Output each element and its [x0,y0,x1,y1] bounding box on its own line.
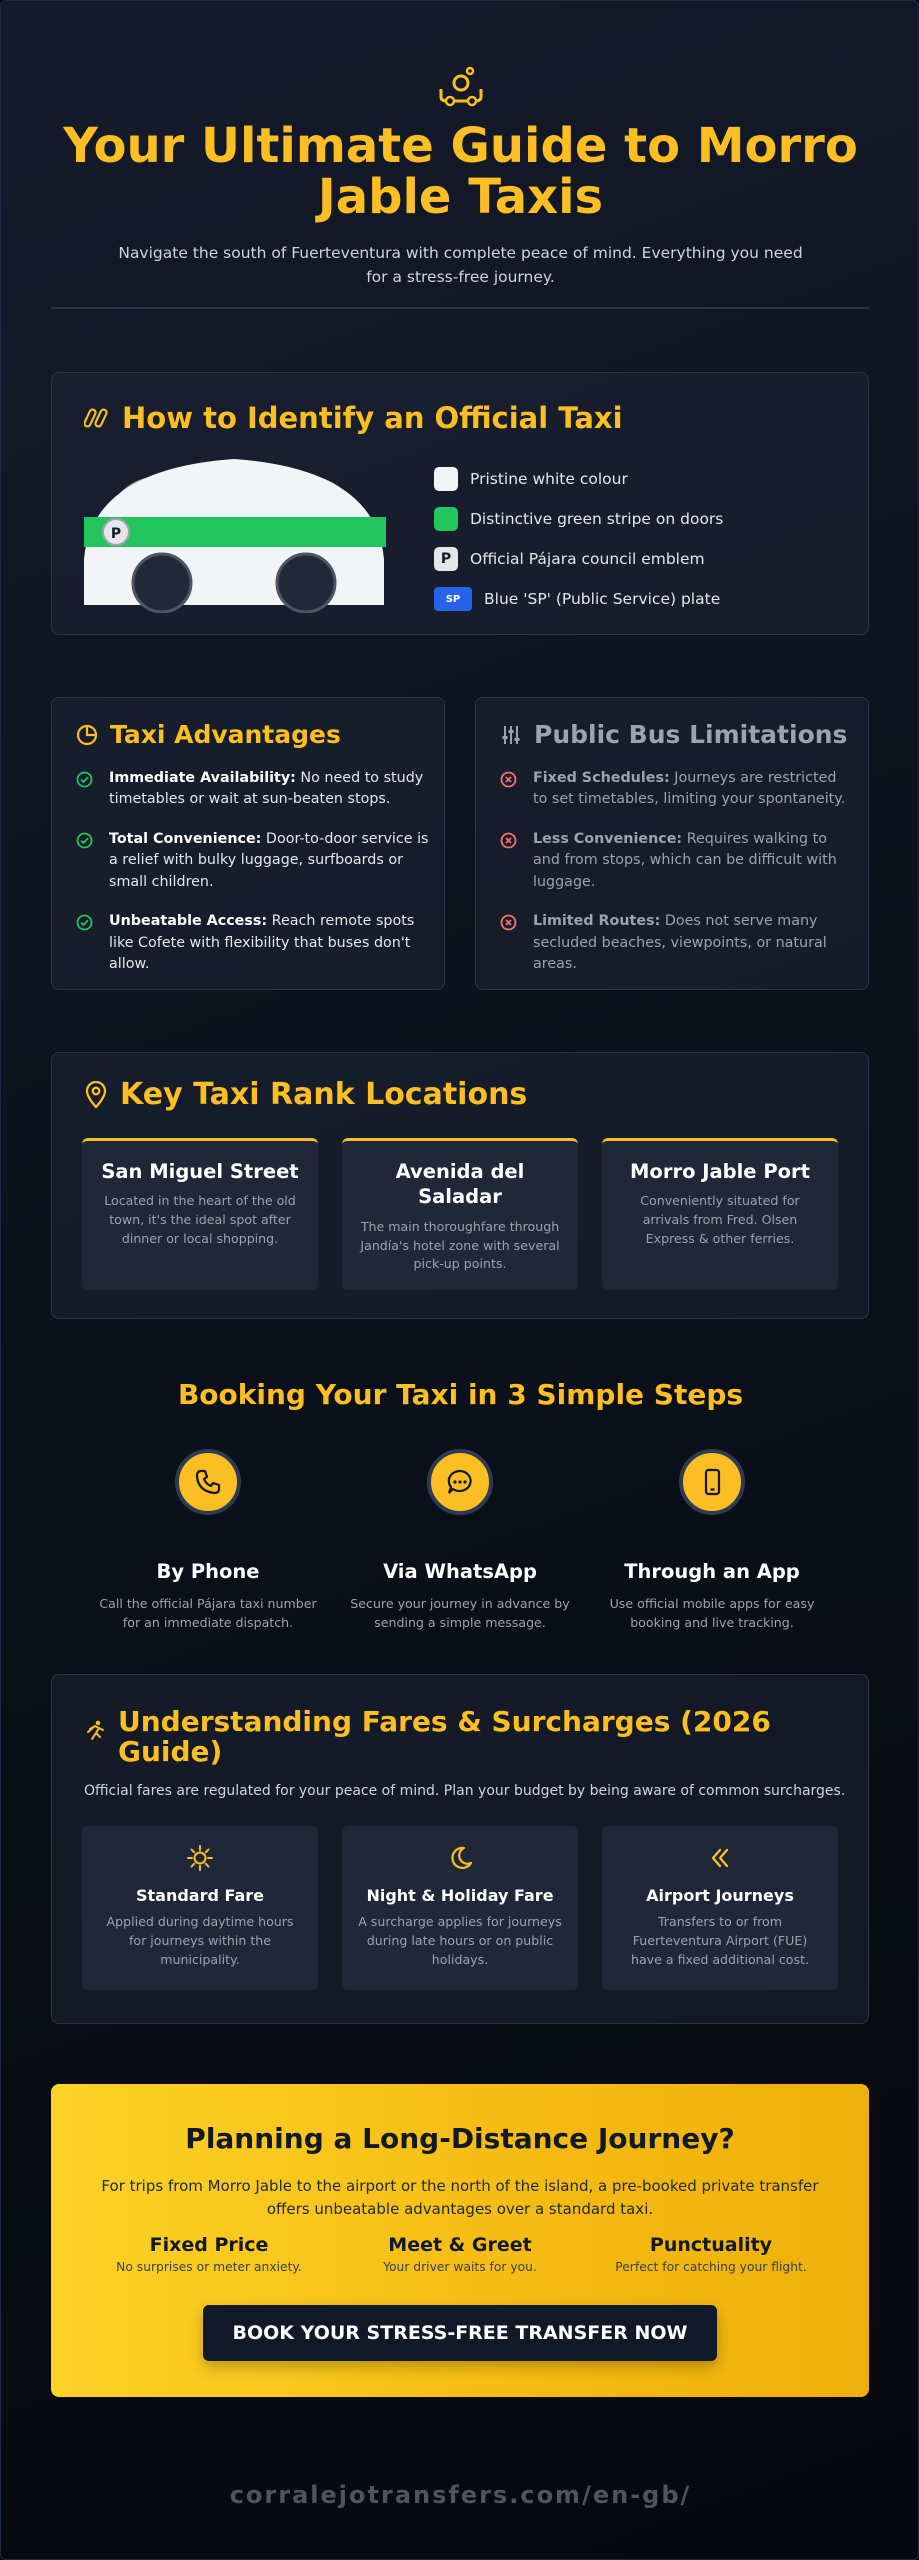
check-circle-icon [76,771,93,788]
booking-step: By Phone Call the official Pájara taxi number for an immediate dispatch. [93,1449,323,1633]
cta-description: For trips from Morro Jable to the airport or the north of the island, a pre-booked private transfer offers unbeatable advantages over a standard taxi. [101,2177,819,2219]
booking-step: Via WhatsApp Secure your journey in advance by sending a simple message. [345,1449,575,1633]
list-item: Limited Routes: Does not serve many secluded beaches, viewpoints, or natural areas. [500,911,854,975]
bus-limitations-list [500,768,854,994]
double-chevron-left-icon [706,1844,734,1872]
taxi-advantages-card [51,697,445,990]
running-person-icon [84,1719,106,1741]
advantages-list [76,768,430,994]
phone-icon [175,1449,241,1515]
fare-type: Standard Fare Applied during daytime hours for journeys within the municipality. [82,1826,318,1990]
feature-item: Distinctive green stripe on doors [434,499,723,539]
map-pin-icon [84,1081,108,1109]
bus-title: Public Bus Limitations [500,720,847,749]
green-swatch [434,507,458,531]
footer-url[interactable]: corralejotransfers.com/en-gb/ [229,2481,692,2509]
sliders-icon [500,724,522,746]
taxi-illustration [82,459,386,613]
divider [51,307,869,309]
cta-perk: Fixed Price No surprises or meter anxiety. [116,2234,302,2274]
booking-step: Through an App Use official mobile apps for easy booking and live tracking. [597,1449,827,1633]
list-item: Fixed Schedules: Journeys are restricted to set timetables, limiting your spontaneity. [500,768,854,811]
booking-title: Booking Your Taxi in 3 Simple Steps [177,1378,744,1411]
x-circle-icon [500,914,517,931]
emblem-badge: P [434,547,458,571]
ranks-title: Key Taxi Rank Locations [84,1077,527,1112]
fares-subtitle: Official fares are regulated for your peace of mind. Plan your budget by being aware of common surcharges. [84,1783,846,1799]
check-circle-icon [76,832,93,849]
rank-location: Morro Jable Port Conveniently situated for arrivals from Fred. Olsen Express & other ferries. [602,1138,838,1290]
x-circle-icon [500,832,517,849]
hero [1,65,919,289]
feature-item: Pristine white colour [434,459,723,499]
identify-taxi-card [51,372,869,635]
pie-chart-icon [76,724,98,746]
list-item: Less Convenience: Requires walking to and from stops, which can be difficult with luggage. [500,829,854,893]
advantages-title: Taxi Advantages [76,720,341,749]
x-circle-icon [500,771,517,788]
mobile-icon [679,1449,745,1515]
fares-card [51,1674,869,2024]
rank-location: Avenida del Saladar The main thoroughfare through Jandía's hotel zone with several pick-up points. [342,1138,578,1290]
cta-perk: Meet & Greet Your driver waits for you. [383,2234,537,2274]
stripes-icon [84,407,110,429]
moon-icon [446,1844,474,1872]
taxi-logo-icon [433,65,489,107]
taxi-emblem-letter: P [110,526,122,542]
feature-item: P Official Pájara council emblem [434,539,723,579]
chat-icon [427,1449,493,1515]
fare-type: Night & Holiday Fare A surcharge applies for journeys during late hours or on public holidays. [342,1826,578,1990]
sp-plate-badge: SP [434,587,472,611]
check-circle-icon [76,914,93,931]
feature-item: SP Blue 'SP' (Public Service) plate [434,579,723,619]
identify-title: How to Identify an Official Taxi [84,401,623,435]
book-transfer-button[interactable]: BOOK YOUR STRESS-FREE TRANSFER NOW [203,2305,717,2361]
sun-icon [186,1844,214,1872]
list-item: Unbeatable Access: Reach remote spots like Cofete with flexibility that buses don't allow. [76,911,430,975]
page-subtitle: Navigate the south of Fuerteventura with complete peace of mind. Everything you need for a stress-free journey. [118,243,803,286]
fare-type: Airport Journeys Transfers to or from Fuerteventura Airport (FUE) have a fixed additional cost. [602,1826,838,1990]
rank-location: San Miguel Street Located in the heart of the old town, it's the ideal spot after dinner or local shopping. [82,1138,318,1290]
taxi-features-list [434,459,723,619]
page-title: Your Ultimate Guide to Morro Jable Taxis [63,118,858,225]
cta-perk: Punctuality Perfect for catching your flight. [615,2234,807,2274]
taxi-ranks-card [51,1052,869,1319]
white-swatch [434,467,458,491]
list-item: Total Convenience: Door-to-door service is a relief with bulky luggage, surfboards or small children. [76,829,430,893]
list-item: Immediate Availability: No need to study timetables or wait at sun-beaten stops. [76,768,430,811]
cta-title: Planning a Long-Distance Journey? [185,2122,735,2155]
transfer-cta-panel [51,2084,869,2397]
bus-limitations-card [475,697,869,990]
fares-title: Understanding Fares & Surcharges (2026 Guide) [84,1707,868,1766]
